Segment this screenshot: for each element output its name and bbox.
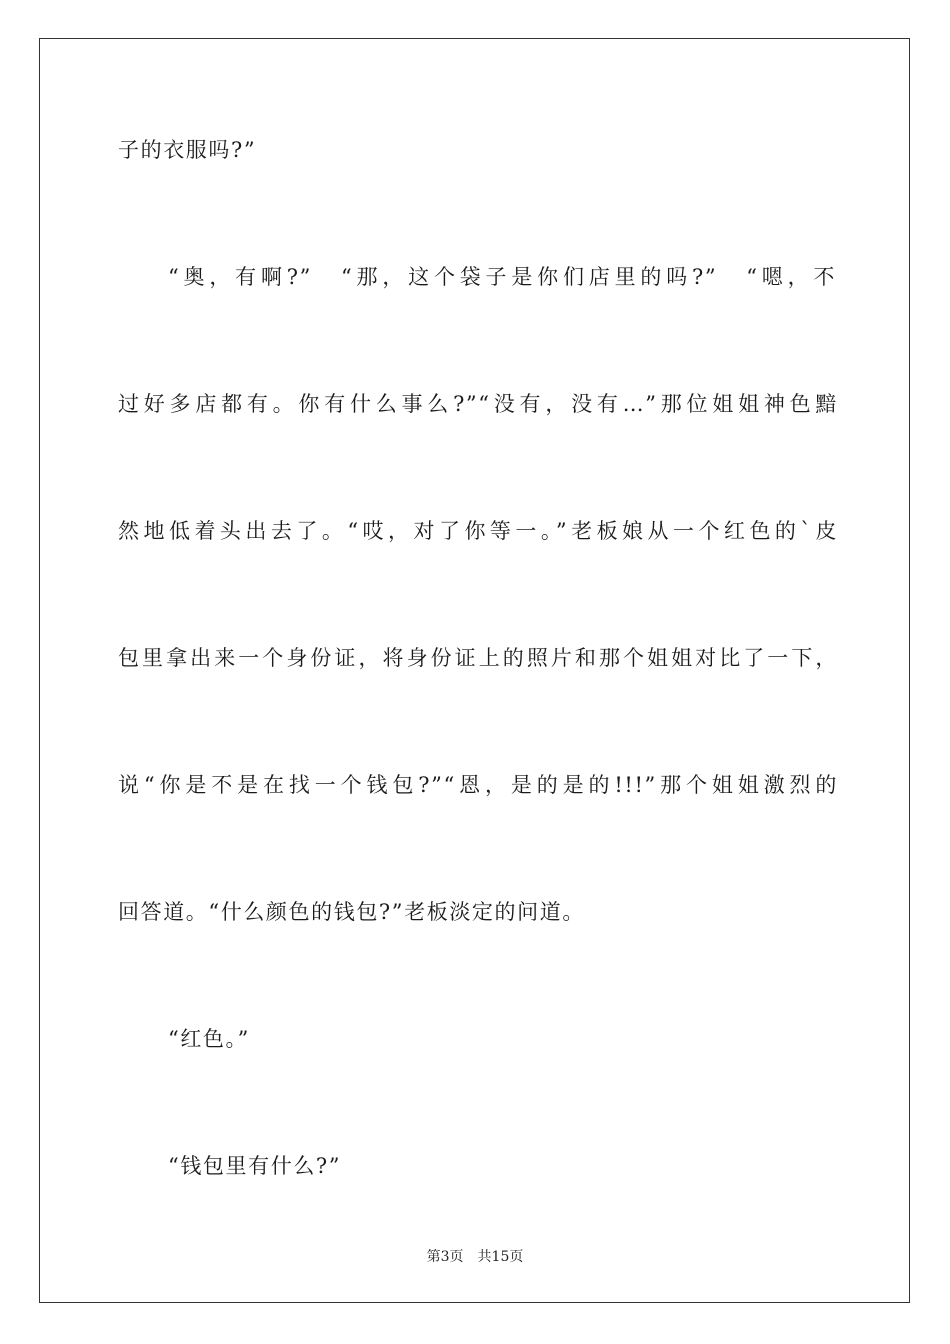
- page-number: 第3页: [426, 1249, 464, 1265]
- text-line: 然地低着头出去了。“哎，对了你等一。”老板娘从一个红色的`皮: [118, 519, 838, 543]
- text-line: 包里拿出来一个身份证，将身份证上的照片和那个姐姐对比了一下，: [118, 646, 838, 670]
- text-line: “钱包里有什么?”: [168, 1154, 342, 1178]
- text-line: “奥，有啊?” “那，这个袋子是你们店里的吗?” “嗯，不: [168, 265, 836, 289]
- text-line: “红色。”: [168, 1027, 250, 1051]
- text-line: 说“你是不是在找一个钱包?”“恩，是的是的!!!”那个姐姐激烈的: [118, 773, 838, 797]
- text-line: 子的衣服吗?”: [118, 138, 257, 162]
- text-line: 过好多店都有。你有什么事么?”“没有，没有…”那位姐姐神色黯: [118, 392, 838, 416]
- page-total: 共15页: [477, 1249, 524, 1265]
- text-line: 回答道。“什么颜色的钱包?”老板淡定的问道。: [118, 900, 585, 924]
- page-footer: [0, 1248, 950, 1266]
